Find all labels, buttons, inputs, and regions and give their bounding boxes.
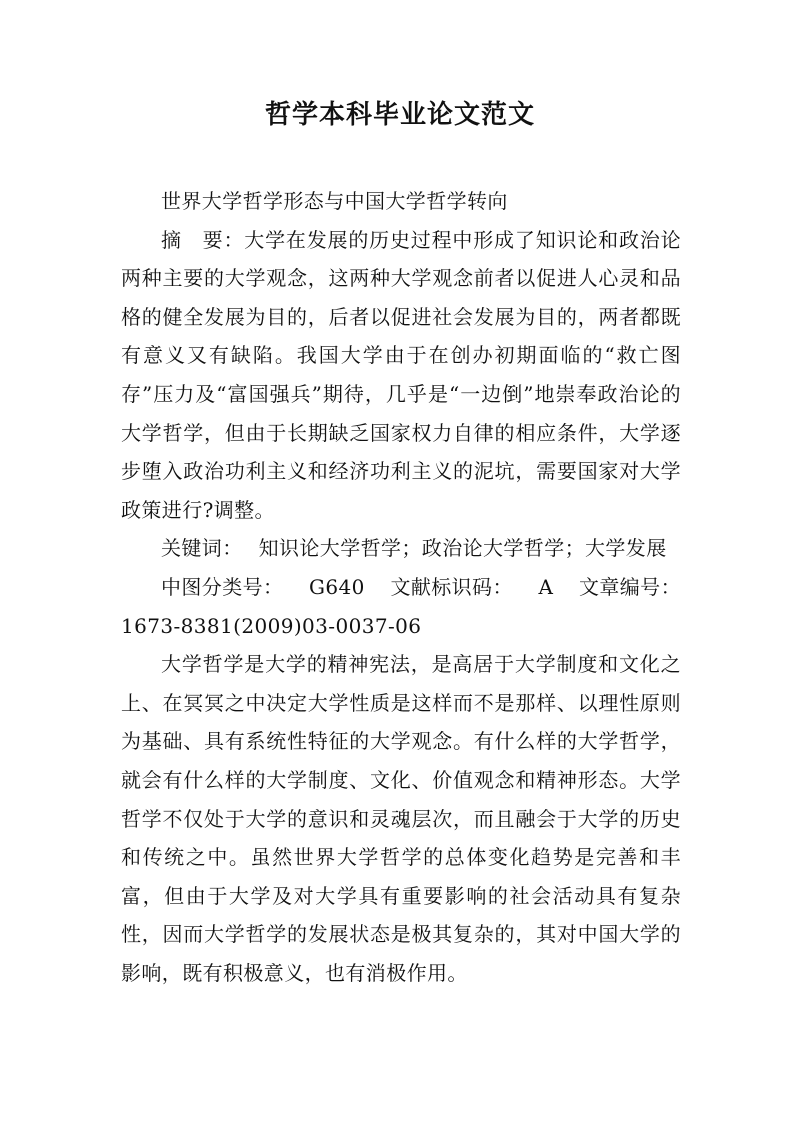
keywords-label: 关键词： — [161, 536, 243, 561]
clc-value: G640 — [309, 574, 365, 599]
article-number: 1673-8381(2009)03-0037-06 — [121, 613, 422, 638]
keywords-paragraph — [121, 529, 681, 568]
body-paragraph: 大学哲学是大学的精神宪法，是高居于大学制度和文化之上、在冥冥之中决定大学性质是这样而不是那样、以理性原则为基础、具有系统性特征的大学观念。有什么样的大学哲学，就会有什么样的大学制度、文化、价值观念和精神形态。大学哲学不仅处于大学的意识和灵魂层次，而且融会于大学的历史和传统之中。虽然世界大学哲学的总体变化趋势是完善和丰富，但由于大学及对大学具有重要影响的社会活动具有复杂性，因而大学哲学的发展状态是极其复杂的，其对中国大学的影响，既有积极意义，也有消极作用。 — [121, 652, 681, 985]
document-title: 哲学本科毕业论文范文 — [264, 100, 535, 130]
clc-label: 中图分类号： — [161, 574, 284, 599]
abstract-paragraph — [121, 221, 681, 530]
keywords-text: 知识论大学哲学；政治论大学哲学；大学发展 — [258, 536, 667, 561]
doc-code-value: A — [538, 574, 554, 599]
doc-code-label: 文献标识码： — [390, 574, 513, 599]
article-no-label: 文章编号： — [578, 574, 681, 599]
abstract-label: 摘 要： — [161, 227, 245, 252]
paper-subtitle: 世界大学哲学形态与中国大学哲学转向 — [161, 189, 508, 213]
classification-line — [121, 568, 681, 607]
document-body — [121, 182, 681, 992]
abstract-text: 大学在发展的历史过程中形成了知识论和政治论两种主要的大学观念，这两种大学观念前者以促进人心灵和品格的健全发展为目的，后者以促进社会发展为目的，两者都既有意义又有缺陷。我国大学由于在创办初期面临的“救亡图存”压力及“富国强兵”期待，几乎是“一边倒”地崇奉政治论的大学哲学，但由于长期缺乏国家权力自律的相应条件，大学逐步堕入政治功利主义和经济功利主义的泥坑，需要国家对大学政策进行?调整。 — [121, 227, 681, 522]
